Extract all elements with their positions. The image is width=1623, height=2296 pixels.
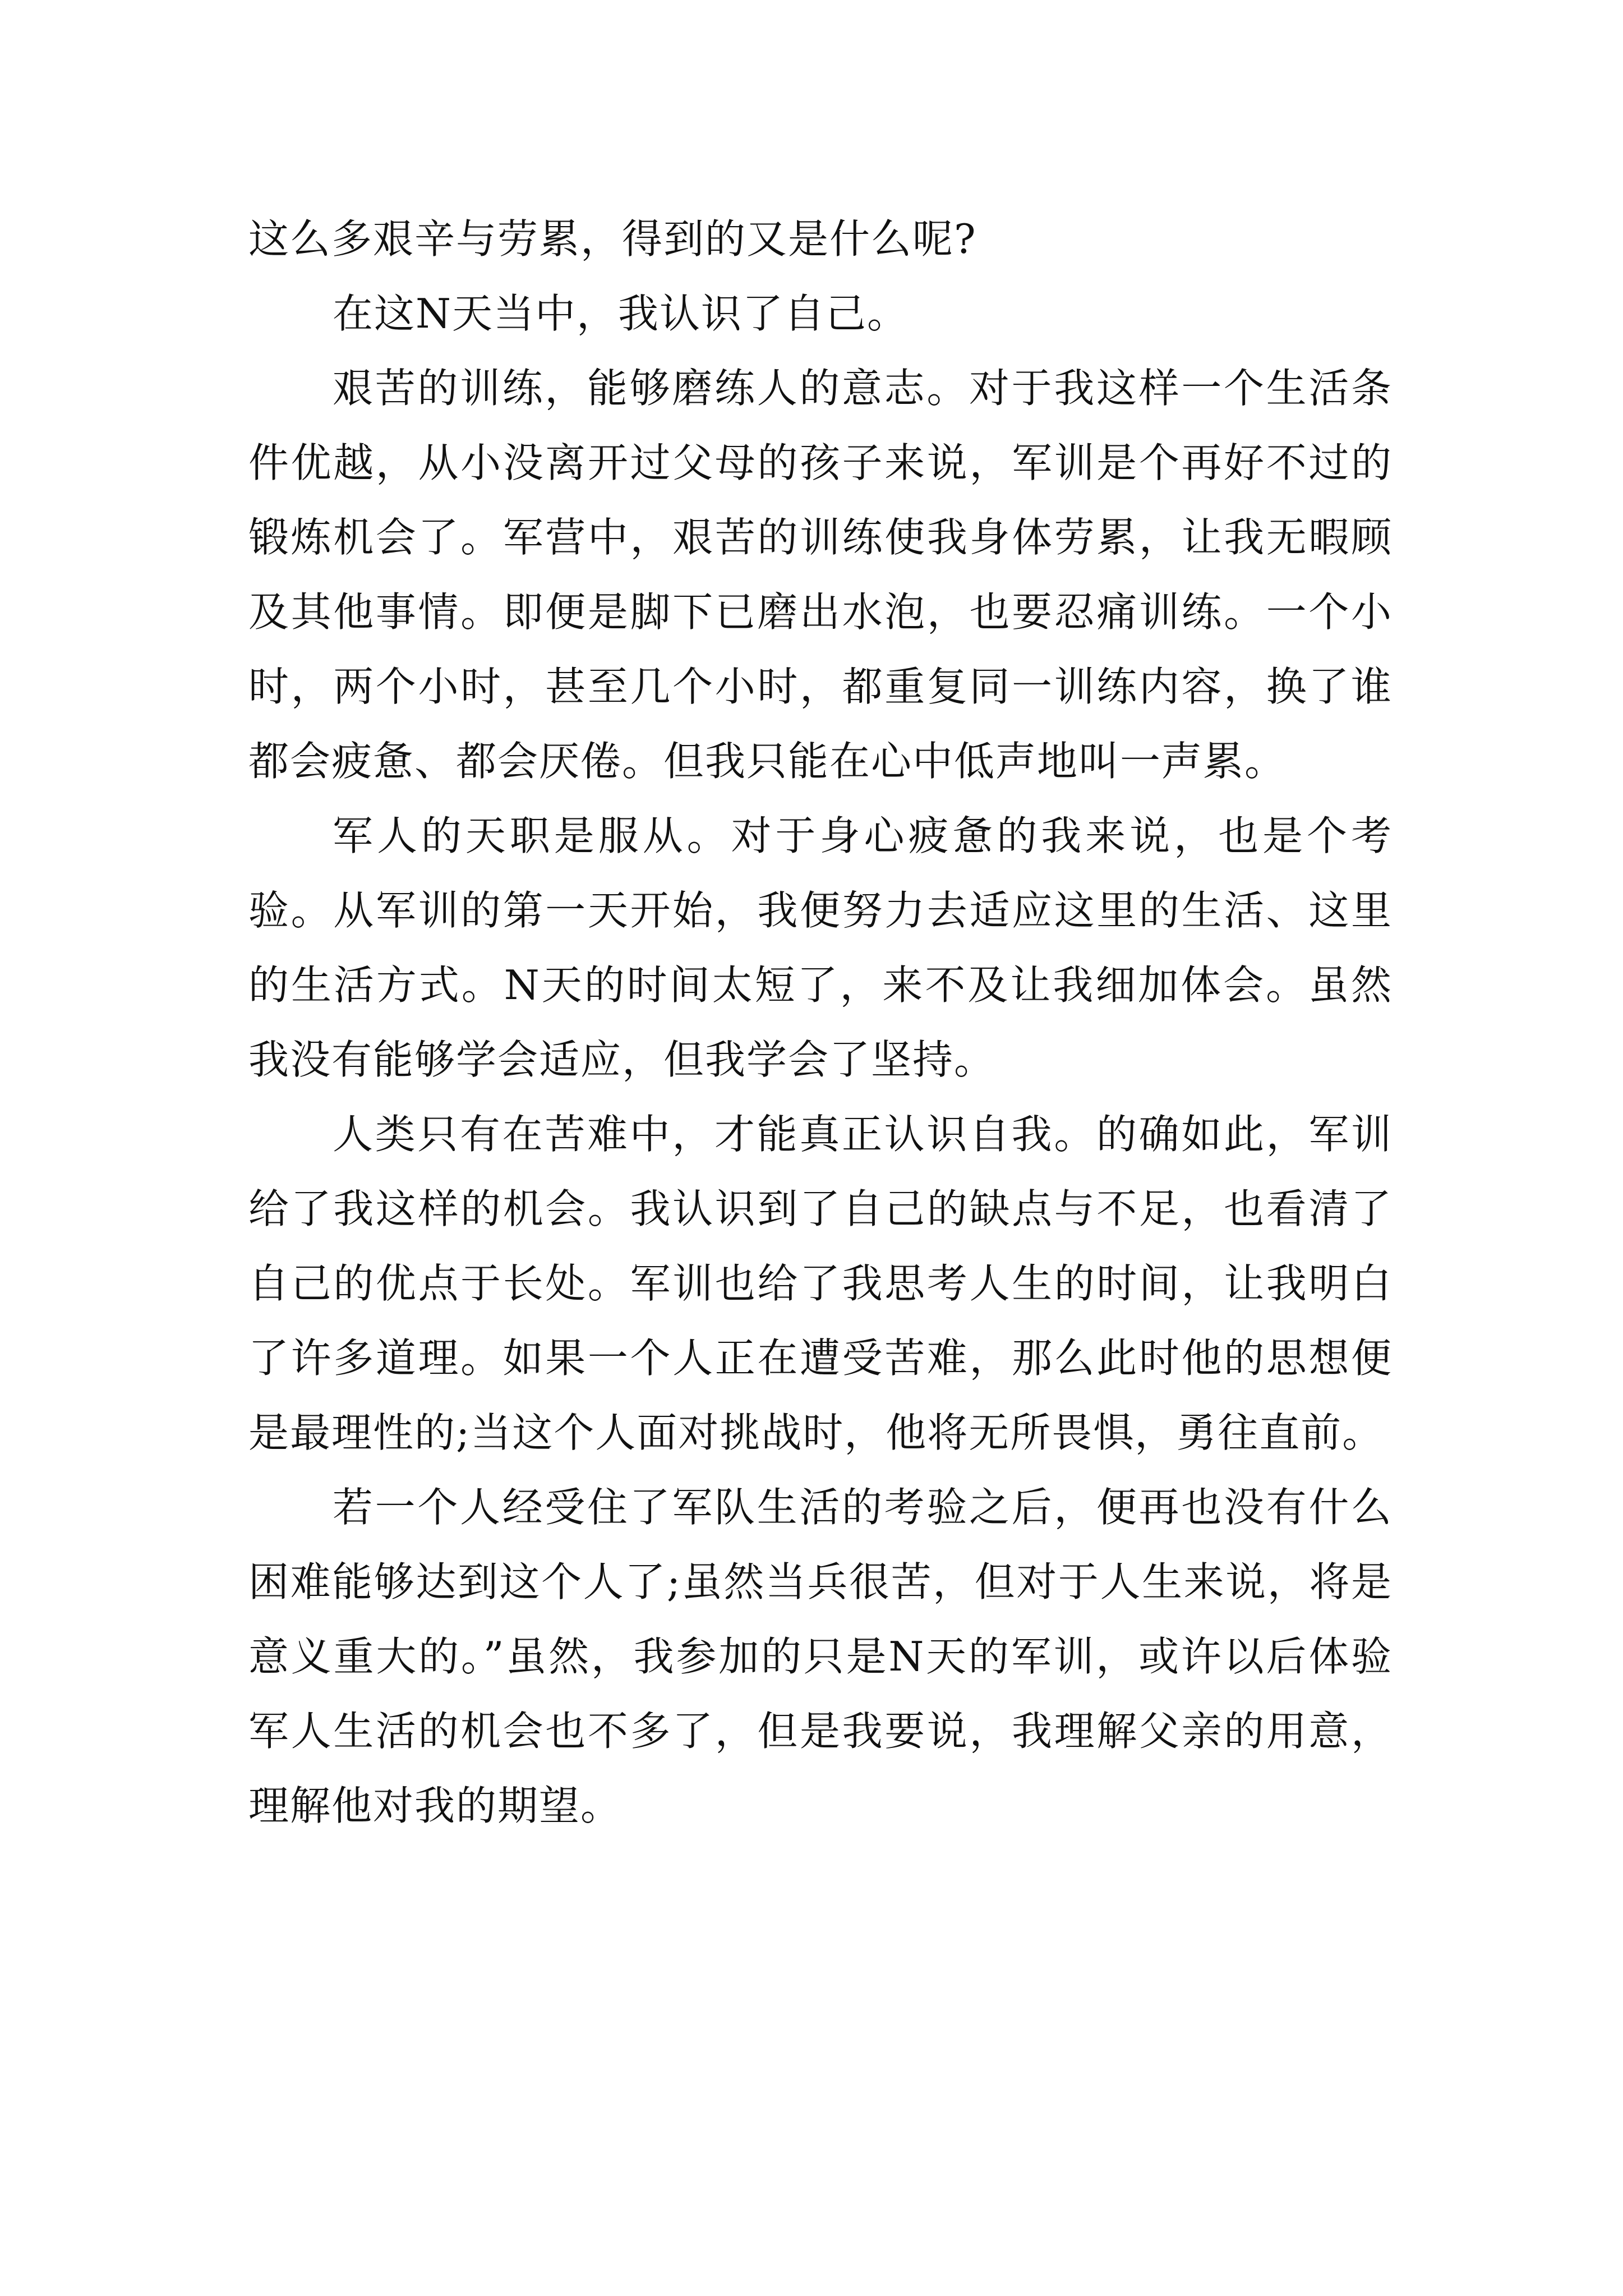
paragraph-4: 军人的天职是服从。对于身心疲惫的我来说，也是个考验。从军训的第一天开始，我便努力去适应这里的生活、这里的生活方式。N天的时间太短了，来不及让我细加体会。虽然我没有能够学会适应，但我学会了坚持。 bbox=[248, 812, 1393, 1083]
document-body bbox=[248, 202, 1393, 1843]
paragraph-5: 人类只有在苦难中，才能真正认识自我。的确如此，军训给了我这样的机会。我认识到了自己的缺点与不足，也看清了自己的优点于长处。军训也给了我思考人生的时间，让我明白了许多道理。如果一个人正在遭受苦难，那么此时他的思想便是最理性的;当这个人面对挑战时，他将无所畏惧，勇往直前。 bbox=[248, 1111, 1393, 1456]
paragraph-6: 若一个人经受住了军队生活的考验之后，便再也没有什么困难能够达到这个人了;虽然当兵很苦，但对于人生来说，将是意义重大的。”虽然，我参加的只是N天的军训，或许以后体验军人生活的机会也不多了，但是我要说，我理解父亲的用意，理解他对我的期望。 bbox=[248, 1484, 1393, 1829]
paragraph-1: 这么多艰辛与劳累，得到的又是什么呢? bbox=[248, 215, 977, 263]
paragraph-2: 在这N天当中，我认识了自己。 bbox=[333, 290, 909, 337]
paragraph-3: 艰苦的训练，能够磨练人的意志。对于我这样一个生活条件优越，从小没离开过父母的孩子来说，军训是个再好不过的锻炼机会了。军营中，艰苦的训练使我身体劳累，让我无暇顾及其他事情。即便是脚下已磨出水泡，也要忍痛训练。一个小时，两个小时，甚至几个小时，都重复同一训练内容，换了谁都会疲惫、都会厌倦。但我只能在心中低声地叫一声累。 bbox=[248, 365, 1393, 785]
